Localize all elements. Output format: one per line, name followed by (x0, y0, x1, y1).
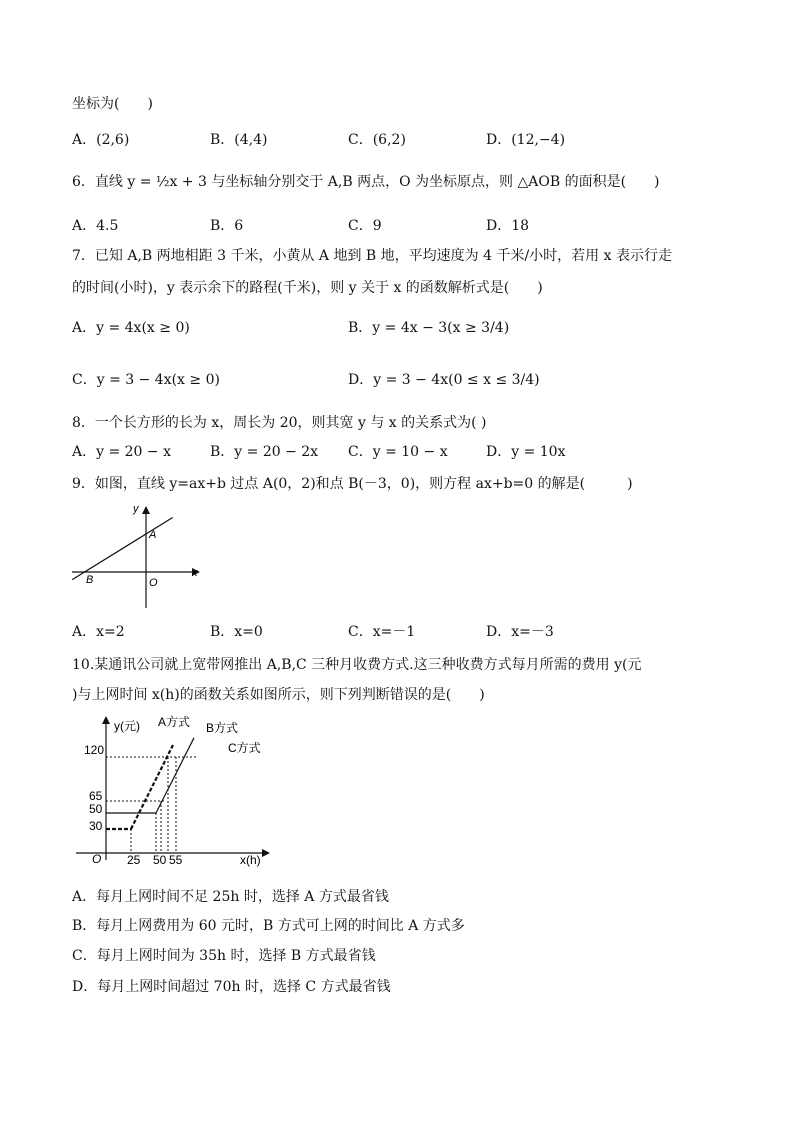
q10-chart (72, 710, 282, 870)
q9-y-arrow (142, 506, 150, 514)
q9-label-x: x (192, 567, 198, 579)
q10-label-b: B方式 (206, 721, 239, 735)
q7-option-b: B．y = 4x − 3(x ≥ 3/4) (348, 320, 510, 336)
q7-stem-line1: 7．已知 A,B 两地相距 3 千米，小黄从 A 地到 B 地，平均速度为 4 千米/小时，若用 x 表示行走 (72, 248, 672, 264)
q9-label-o: O (149, 577, 158, 589)
q10-x-arrow (262, 849, 270, 857)
q7-option-c: C．y = 3 − 4x(x ≥ 0) (72, 372, 220, 388)
q9-figure (70, 500, 210, 612)
q10-option-c: C．每月上网时间为 35h 时，选择 B 方式最省钱 (72, 948, 376, 964)
q10-y-axis-label: y(元) (114, 719, 140, 733)
q9-option-c: C．x=－1 (348, 624, 416, 640)
q10-label-a: A方式 (158, 715, 191, 729)
q10-x-axis-label: x(h) (240, 853, 261, 867)
q6-option-c: C．9 (348, 218, 382, 234)
q5-stem-end: 坐标为( ) (72, 96, 153, 112)
q6-stem: 6．直线 y = ½x + 3 与坐标轴分别交于 A,B 两点，O 为坐标原点，则 △AOB 的面积是( ) (72, 174, 660, 190)
q9-label-y: y (133, 503, 139, 515)
q9-option-d: D．x=－3 (486, 624, 554, 640)
q8-stem: 8．一个长方形的长为 x，周长为 20，则其宽 y 与 x 的关系式为( ) (72, 415, 487, 431)
q5-option-b: B．(4,4) (210, 132, 268, 148)
q6-option-b: B．6 (210, 218, 244, 234)
q8-option-b: B．y = 20 − 2x (210, 444, 319, 460)
q8-option-c: C．y = 10 − x (348, 444, 448, 460)
q10-ytick-50: 50 (89, 802, 103, 816)
q5-option-d: D．(12,−4) (486, 132, 566, 148)
q6-option-d: D．18 (486, 218, 530, 234)
q10-stem-line2: )与上网时间 x(h)的函数关系如图所示，则下列判断错误的是( ) (72, 687, 485, 703)
q10-xtick-55: 55 (169, 853, 183, 867)
q9-label-a: A (149, 529, 157, 541)
q10-ytick-30: 30 (89, 819, 103, 833)
q10-series-b-rise (156, 738, 194, 813)
q10-option-b: B．每月上网费用为 60 元时，B 方式可上网的时间比 A 方式多 (72, 918, 465, 934)
q9-label-b: B (86, 574, 94, 586)
q10-ytick-120: 120 (84, 743, 105, 757)
q7-stem-line2: 的时间(小时)，y 表示余下的路程(千米)，则 y 关于 x 的函数解析式是( ) (72, 280, 543, 296)
q6-option-a: A．4.5 (72, 218, 119, 234)
q10-xtick-25: 25 (127, 853, 141, 867)
q9-option-a: A．x=2 (72, 624, 125, 640)
q10-stem-line1: 10.某通讯公司就上宽带网推出 A,B,C 三种月收费方式.这三种收费方式每月所需的费用 y(元 (72, 657, 642, 673)
q9-stem: 9．如图，直线 y=ax+b 过点 A(0，2)和点 B(－3，0)，则方程 ax+b=0 的解是( ) (72, 476, 633, 492)
q10-y-arrow (102, 716, 110, 724)
q8-option-a: A．y = 20 − x (72, 444, 171, 460)
q9-option-b: B．x=0 (210, 624, 263, 640)
q10-ytick-65: 65 (89, 789, 103, 803)
q9-line (72, 518, 172, 580)
q5-option-a: A．(2,6) (72, 132, 130, 148)
q10-option-a: A．每月上网时间不足 25h 时，选择 A 方式最省钱 (72, 889, 389, 905)
q10-xtick-50: 50 (153, 853, 167, 867)
q8-option-d: D．y = 10x (486, 444, 566, 460)
q5-option-c: C．(6,2) (348, 132, 406, 148)
q7-option-d: D．y = 3 − 4x(0 ≤ x ≤ 3/4) (348, 372, 540, 388)
q10-option-d: D．每月上网时间超过 70h 时，选择 C 方式最省钱 (72, 979, 391, 995)
q10-series-a-rise (131, 745, 173, 829)
q10-label-c: C方式 (228, 741, 261, 755)
q7-option-a: A．y = 4x(x ≥ 0) (72, 320, 190, 336)
q10-origin-label: O (92, 852, 102, 866)
